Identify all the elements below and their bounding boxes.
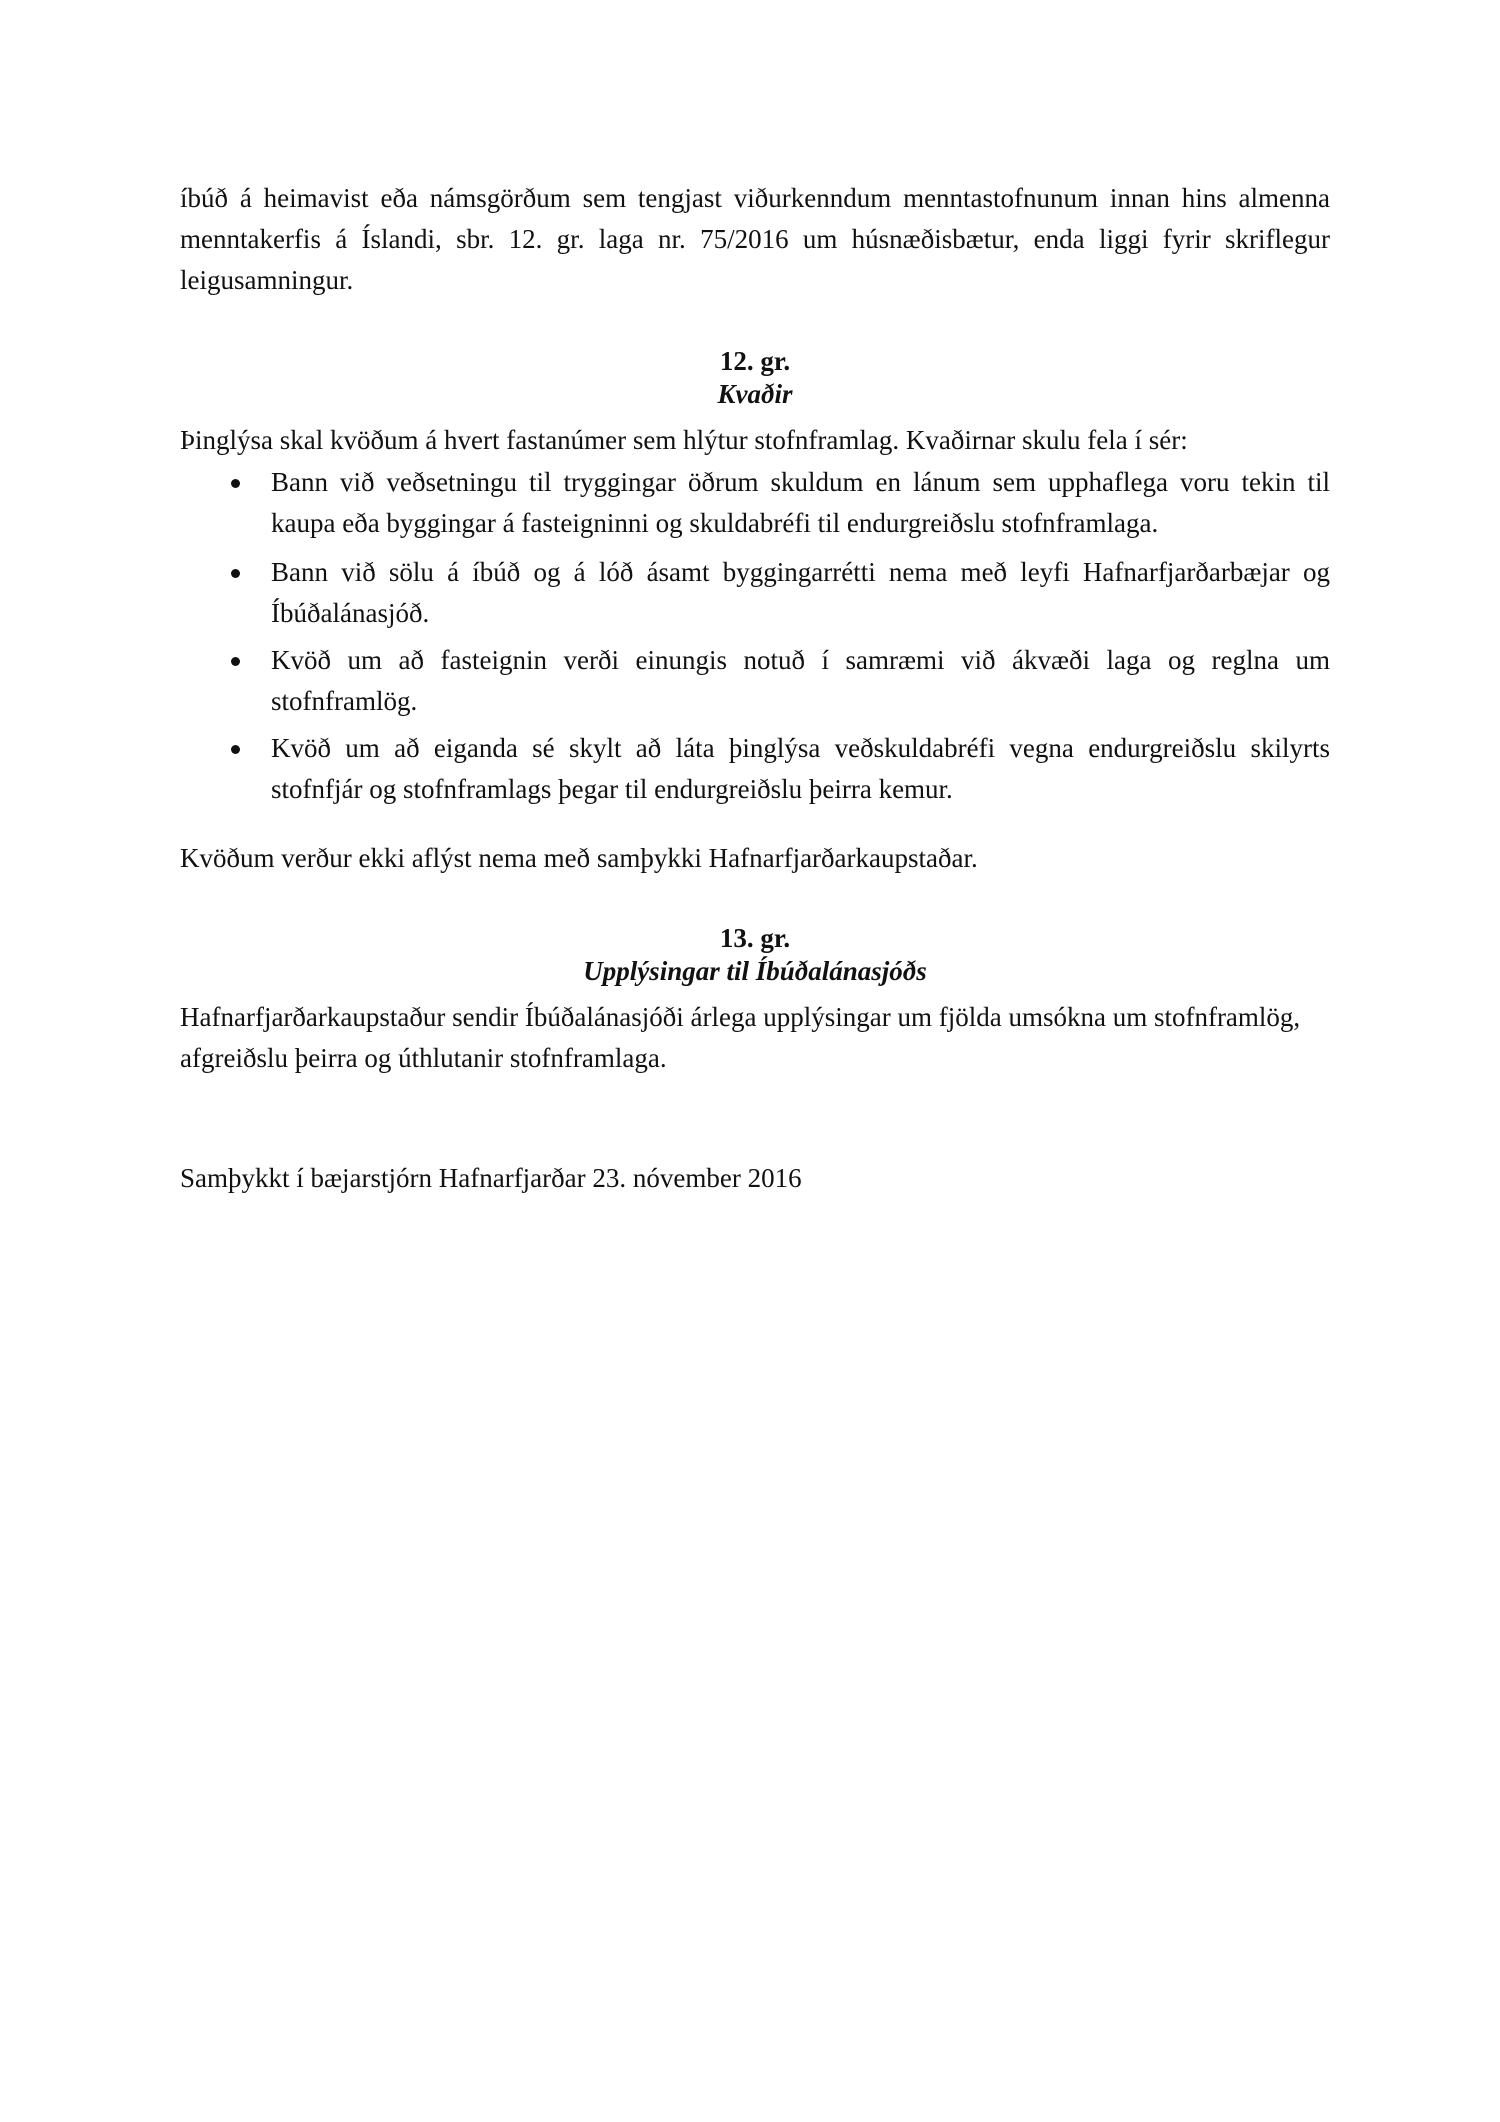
section-13-title: Upplýsingar til Íbúðalánasjóðs — [583, 956, 927, 986]
section-12-title: Kvaðir — [717, 379, 793, 409]
section-13-number: 13. gr. — [719, 923, 791, 953]
section-13-body: Hafnarfjarðarkaupstaður sendir Íbúðalánasjóði árlega upplýsingar um fjölda umsókna um stofnframlög, afgreiðslu þeirra og úthlutanir stofnframlaga. — [180, 1002, 1301, 1073]
section-13-heading — [180, 922, 1330, 988]
bullet-item: Bann við sölu á íbúð og á lóð ásamt byggingarrétti nema með leyfi Hafnarfjarðarbæjar og Íbúðalánasjóð. — [180, 552, 1330, 634]
section-12-bullet-list — [180, 462, 1330, 810]
approval-statement: Samþykkt í bæjarstjórn Hafnarfjarðar 23. nóvember 2016 — [180, 1163, 802, 1193]
bullet-item: Kvöð um að eiganda sé skylt að láta þinglýsa veðskuldabréfi vegna endurgreiðslu skilyrts stofnfjár og stofnframlags þegar til endurgreiðslu þeirra kemur. — [180, 728, 1330, 810]
bullet-item: Kvöð um að fasteignin verði einungis notuð í samræmi við ákvæði laga og reglna um stofnframlög. — [180, 640, 1330, 722]
section-12-closing: Kvöðum verður ekki aflýst nema með samþykki Hafnarfjarðarkaupstaðar. — [180, 843, 978, 873]
section-12-number: 12. gr. — [719, 346, 791, 376]
intro-paragraph: íbúð á heimavist eða námsgörðum sem tengjast viðurkenndum menntastofnunum innan hins almenna menntakerfis á Íslandi, sbr. 12. gr. laga nr. 75/2016 um húsnæðisbætur, enda liggi fyrir skriflegur leigusamningur. — [180, 183, 1330, 295]
bullet-item: Bann við veðsetningu til tryggingar öðrum skuldum en lánum sem upphaflega voru tekin til kaupa eða byggingar á fasteigninni og skuldabréfi til endurgreiðslu stofnframlaga. — [180, 462, 1330, 544]
section-12-lead: Þinglýsa skal kvöðum á hvert fastanúmer sem hlýtur stofnframlag. Kvaðirnar skulu fela í sér: — [180, 425, 1188, 455]
section-12-heading — [180, 345, 1330, 411]
